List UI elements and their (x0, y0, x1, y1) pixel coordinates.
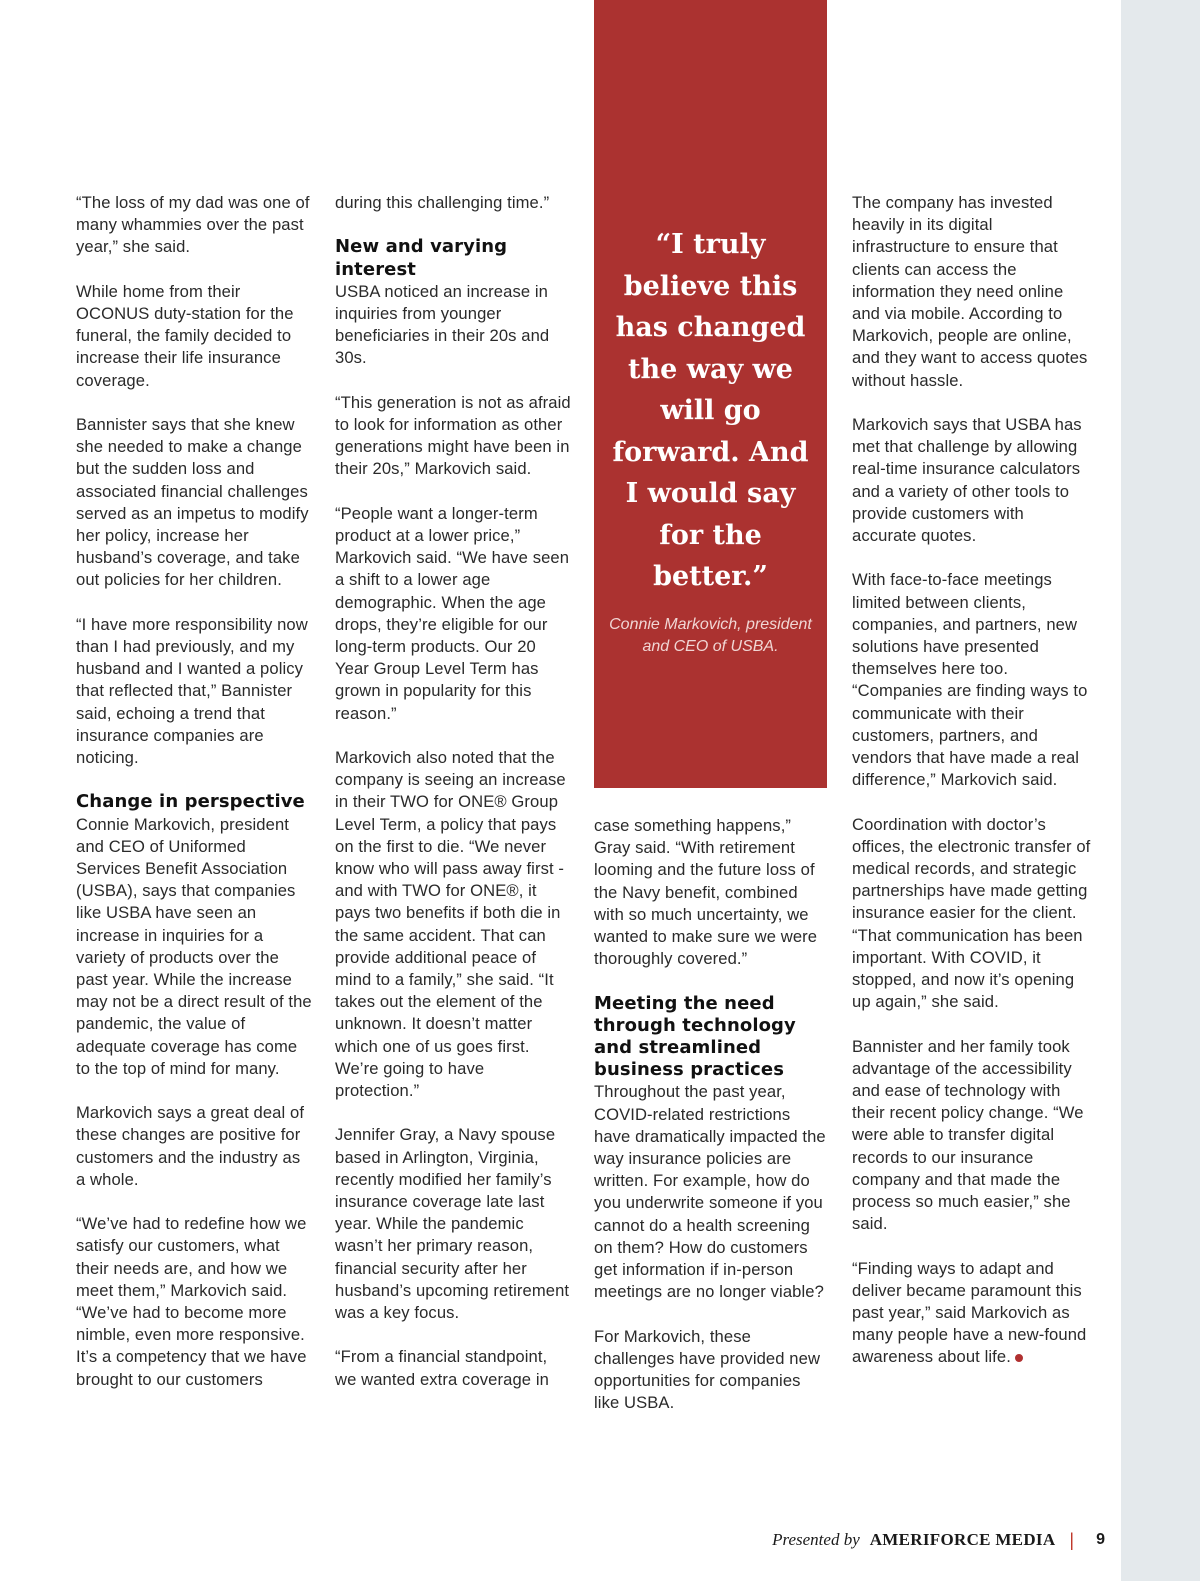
paragraph: “I have more responsibility now than I had previously, and my husband and I wanted a policy that reflected that,” Bannister said, echoing a trend that insurance companies are noticing. (76, 614, 308, 768)
page-number: 9 (1096, 1531, 1105, 1548)
section-heading: New and varying interest (335, 236, 508, 280)
article-column-3 (594, 815, 830, 1437)
paragraph: “People want a longer-term product at a lower price,” Markovich said. “We have seen a shift to a lower age demographic. When the age drops, they’re eligible for our long-term products. Our 20 Year Group Level Term has grown in popularity for this reason.” (335, 503, 570, 723)
article-column-1 (76, 192, 314, 1413)
paragraph: While home from their OCONUS duty-station for the funeral, the family decided to increase their life insurance coverage. (76, 281, 294, 390)
paragraph: “The loss of my dad was one of many whammies over the past year,” she said. (76, 193, 310, 257)
section-heading: Meeting the need through technology and streamlined business practices (594, 992, 796, 1081)
presented-by-label: Presented by (772, 1530, 860, 1549)
publisher-brand: AMERIFORCE MEDIA (869, 1530, 1056, 1549)
paragraph: The company has invested heavily in its digital infrastructure to ensure that clients can access the information they need online and via mobile. According to Markovich, people are online, and they want to access quotes without hassle. (852, 193, 1088, 390)
pull-quote-box (594, 0, 827, 788)
pull-quote-attribution: Connie Markovich, president and CEO of USBA. (609, 616, 812, 655)
pull-quote-text: “I truly believe this has changed the way we will go forward. And I would say for the better.” (612, 229, 809, 592)
paragraph: Jennifer Gray, a Navy spouse based in Arlington, Virginia, recently modified her family’s insurance coverage late last year. While the pandemic wasn’t her primary reason, financial security after her husband’s upcoming retirement was a key focus. (335, 1125, 570, 1323)
paragraph-text: “Finding ways to adapt and deliver became paramount this past year,” said Markovich as many people have a new-found awareness about life. (852, 1258, 1087, 1367)
paragraph: Coordination with doctor’s offices, the electronic transfer of medical records, and strategic partnerships have made getting insurance easier for the client. “That communication has been important. With COVID, it stopped, and now it’s opening up again,” she said. (852, 814, 1091, 1012)
paragraph: during this challenging time.” (335, 193, 550, 212)
paragraph: Markovich says that USBA has met that challenge by allowing real-time insurance calculators and a variety of other tools to provide customers with accurate quotes. (852, 415, 1082, 546)
paragraph: Bannister says that she knew she needed to make a change but the sudden loss and associated financial challenges served as an impetus to modify her policy, increase her husband’s coverage, and take out policies for her children. (76, 415, 309, 590)
paragraph: Throughout the past year, COVID-related restrictions have dramatically impacted the way insurance policies are written. For example, how do you underwrite someone if you cannot do a health screening on them? How do customers get information if in-person meetings are no longer viable? (594, 1082, 826, 1302)
section-heading: Change in perspective (76, 791, 305, 813)
footer-separator: | (1069, 1529, 1075, 1550)
paragraph: “From a financial standpoint, we wanted extra coverage in (335, 1347, 549, 1389)
paragraph: Markovich also noted that the company is seeing an increase in their TWO for ONE® Group Level Term, a policy that pays on the first to die. “We never know who will pass away first - and with TWO for ONE®, it pays two benefits if both die in the same accident. That can provide additional peace of mind to a family,” she said. “It takes out the element of the unknown. It doesn’t matter which one of us goes first. We’re going to have protection.” (335, 748, 566, 1101)
article-column-4 (852, 192, 1092, 1391)
paragraph: For Markovich, these challenges have provided new opportunities for companies like USBA. (594, 1326, 821, 1413)
paragraph: With face-to-face meetings limited between clients, companies, and partners, new solutions have presented themselves here too. “Companies are finding ways to communicate with their customers, partners, and vendors that have made a real difference,” Markovich said. (852, 570, 1088, 790)
paragraph: case something happens,” Gray said. “With retirement looming and the future loss of the Navy benefit, combined with so much uncertainty, we wanted to make sure we were thoroughly covered.” (594, 816, 818, 969)
end-mark-icon (1015, 1354, 1023, 1362)
paragraph: “This generation is not as afraid to look for information as other generations might have been in their 20s,” Markovich said. (335, 392, 571, 479)
page-edge-strip (1121, 0, 1200, 1581)
paragraph-final (852, 1258, 1092, 1369)
paragraph: Connie Markovich, president and CEO of Uniformed Services Benefit Association (USBA), says that companies like USBA have seen an increase in inquiries for a variety of products over the past year. While the increase may not be a direct result of the pandemic, the value of adequate coverage has come to the top of mind for many. (76, 814, 312, 1078)
paragraph: USBA noticed an increase in inquiries from younger beneficiaries in their 20s and 30s. (335, 281, 550, 368)
article-column-2 (335, 192, 571, 1413)
page-footer (772, 1528, 1105, 1552)
paragraph: Bannister and her family took advantage of the accessibility and ease of technology with their recent policy change. “We were able to transfer digital records to our insurance company and that made the process so much easier,” she said. (852, 1036, 1084, 1234)
paragraph: “We’ve had to redefine how we satisfy our customers, what their needs are, and how we meet them,” Markovich said. “We’ve had to become more nimble, even more responsive. It’s a competency that we have brought to our customers (76, 1214, 307, 1389)
paragraph: Markovich says a great deal of these changes are positive for customers and the industry as a whole. (76, 1103, 305, 1189)
